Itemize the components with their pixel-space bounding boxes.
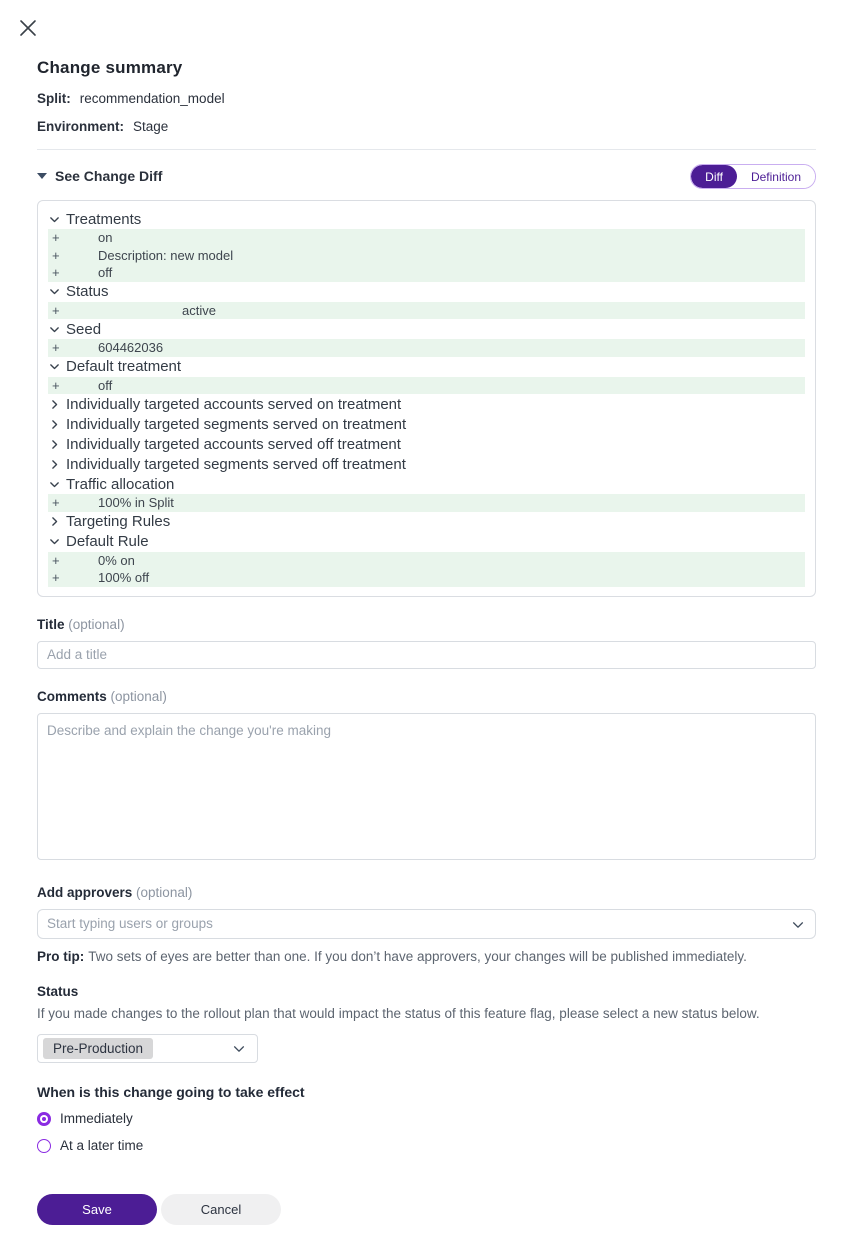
chevron-right-icon [48, 458, 66, 471]
chevron-down-icon [232, 1042, 246, 1056]
diff-added-row [48, 247, 805, 265]
tab-definition[interactable]: Definition [737, 165, 815, 188]
chevron-down-icon [48, 213, 66, 226]
plus-icon: + [52, 230, 60, 246]
chevron-down-icon [48, 535, 66, 548]
plus-icon: + [52, 570, 60, 586]
diff-group-label: Treatments [66, 210, 142, 228]
diff-added-value: 100% off [98, 570, 150, 586]
diff-group-label: Individually targeted segments served on treatment [66, 415, 407, 433]
diff-added-row [48, 229, 805, 247]
schedule-section-label: When is this change going to take effect [37, 1084, 305, 1101]
diff-group-individually-targeted-accounts-served-on-treatment[interactable] [48, 394, 805, 414]
diff-added-value: 604462036 [98, 340, 164, 356]
chevron-right-icon [48, 438, 66, 451]
cancel-button[interactable]: Cancel [161, 1194, 281, 1225]
split-value: recommendation_model [79, 91, 225, 106]
status-section-label: Status [37, 984, 79, 1000]
radio-icon[interactable] [37, 1139, 51, 1153]
diff-definition-tabs [690, 164, 816, 189]
diff-added-row [48, 494, 805, 512]
comments-textarea[interactable] [37, 713, 816, 860]
diff-added-row [48, 552, 805, 570]
plus-icon: + [52, 377, 60, 393]
save-button[interactable]: Save [37, 1194, 157, 1225]
diff-group-status[interactable] [48, 282, 805, 302]
status-description: If you made changes to the rollout plan that would impact the status of this feature flag, please select a new status below. [37, 1006, 760, 1022]
caret-down-icon [37, 173, 47, 179]
diff-group-label: Individually targeted accounts served off treatment [66, 435, 401, 453]
chevron-down-icon [48, 360, 66, 373]
diff-group-label: Seed [66, 320, 102, 338]
diff-added-value: on [98, 230, 113, 246]
plus-icon: + [52, 247, 60, 263]
radio-icon[interactable] [37, 1112, 51, 1126]
approvers-input[interactable] [37, 909, 816, 939]
title-input[interactable] [37, 641, 816, 669]
close-icon[interactable] [15, 15, 41, 41]
status-selected-chip: Pre-Production [43, 1038, 153, 1059]
diff-group-treatments[interactable] [48, 209, 805, 229]
diff-added-row [48, 264, 805, 282]
diff-group-label: Individually targeted accounts served on treatment [66, 395, 402, 413]
plus-icon: + [52, 340, 60, 356]
pro-tip-label: Pro tip: [37, 948, 85, 964]
pro-tip-text: Two sets of eyes are better than one. If you don’t have approvers, your changes will be published immediately. [88, 948, 747, 964]
page-title: Change summary [37, 58, 183, 77]
comments-field-label: Comments (optional) [37, 688, 167, 704]
diff-added-row [48, 339, 805, 357]
diff-group-targeting-rules[interactable] [48, 512, 805, 532]
see-change-diff-toggle[interactable] [37, 168, 162, 184]
diff-group-individually-targeted-segments-served-on-treatment[interactable] [48, 414, 805, 434]
plus-icon: + [52, 302, 60, 318]
diff-group-label: Default treatment [66, 358, 182, 375]
title-optional-hint: (optional) [68, 616, 125, 632]
plus-icon: + [52, 552, 60, 568]
diff-group-individually-targeted-segments-served-off-treatment[interactable] [48, 454, 805, 474]
diff-group-label: Traffic allocation [66, 475, 175, 493]
diff-group-default-treatment[interactable] [48, 357, 805, 377]
divider [37, 149, 816, 150]
diff-tree [37, 200, 816, 597]
environment-row [37, 119, 816, 134]
status-select[interactable] [37, 1034, 258, 1063]
chevron-down-icon [48, 323, 66, 336]
diff-added-row [48, 302, 805, 320]
approvers-optional-hint: (optional) [136, 884, 193, 900]
close-icon-glyph [18, 18, 38, 38]
split-row [37, 91, 816, 106]
diff-added-value: off [98, 265, 113, 281]
chevron-down-icon [48, 285, 66, 298]
environment-value: Stage [133, 119, 169, 134]
diff-group-traffic-allocation[interactable] [48, 474, 805, 494]
diff-group-seed[interactable] [48, 319, 805, 339]
diff-group-default-rule[interactable] [48, 532, 805, 552]
diff-group-individually-targeted-accounts-served-off-treatment[interactable] [48, 434, 805, 454]
chevron-right-icon [48, 515, 66, 528]
chevron-down-icon [48, 478, 66, 491]
radio-immediately-label: Immediately [60, 1111, 133, 1127]
plus-icon: + [52, 265, 60, 281]
diff-added-value: active [182, 302, 216, 318]
diff-added-row [48, 569, 805, 587]
diff-added-value: 0% on [98, 552, 135, 568]
diff-group-label: Individually targeted segments served off treatment [66, 455, 406, 473]
chevron-right-icon [48, 398, 66, 411]
diff-added-value: Description: new model [98, 247, 234, 263]
pro-tip [37, 948, 757, 966]
diff-added-row [48, 377, 805, 395]
environment-label: Environment: [37, 119, 125, 134]
comments-optional-hint: (optional) [110, 688, 167, 704]
diff-added-value: 100% in Split [98, 495, 174, 511]
chevron-right-icon [48, 418, 66, 431]
plus-icon: + [52, 495, 60, 511]
split-label: Split: [37, 91, 71, 106]
approvers-field-label: Add approvers (optional) [37, 884, 193, 900]
radio-at-a-later-time[interactable] [37, 1137, 816, 1154]
tab-diff[interactable]: Diff [691, 165, 737, 188]
radio-immediately[interactable] [37, 1110, 816, 1127]
diff-group-label: Default Rule [66, 533, 149, 550]
diff-added-value: off [98, 377, 113, 393]
see-change-diff-label: See Change Diff [55, 168, 163, 184]
diff-group-label: Status [66, 283, 109, 300]
radio-at-a-later-time-label: At a later time [60, 1138, 144, 1154]
title-field-label: Title (optional) [37, 616, 125, 632]
diff-group-label: Targeting Rules [66, 513, 171, 530]
